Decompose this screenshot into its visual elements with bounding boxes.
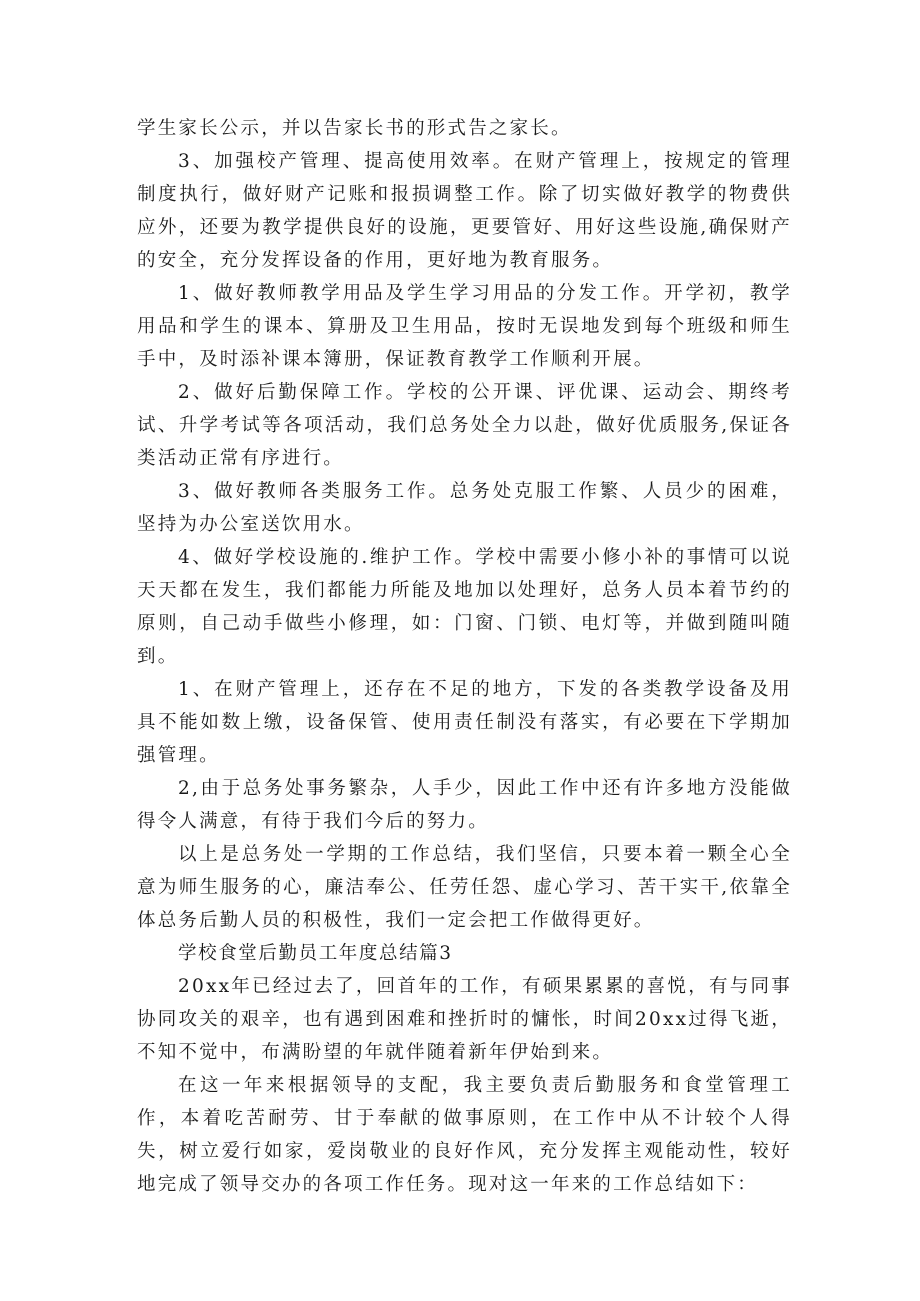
paragraph-continuation: 学生家长公示，并以告家长书的形式告之家长。 [137, 118, 572, 139]
paragraph-supplies-distribution: 1、做好教师教学用品及学生学习用品的分发工作。开学初，教学用品和学生的课本、算册及卫生用品，按时无误地发到每个班级和师生手中，及时添补课本簿册，保证教育教学工作顺利开展。 [137, 283, 792, 370]
paragraph-shortcoming-1: 1、在财产管理上，还存在不足的地方，下发的各类教学设备及用具不能如数上缴，设备保管、使用责任制没有落实，有必要在下学期加强管理。 [137, 679, 792, 766]
paragraph-logistics-support: 2、做好后勤保障工作。学校的公开课、评优课、运动会、期终考试、升学考试等各项活动，我们总务处全力以赴，做好优质服务,保证各类活动正常有序进行。 [137, 382, 792, 469]
paragraph-year-review: 20xx年已经过去了，回首年的工作，有硕果累累的喜悦，有与同事协同攻关的艰辛，也有遇到困难和挫折时的慵怅，时间20xx过得飞逝，不知不觉中，布满盼望的年就伴随着新年伊始到来。 [137, 976, 792, 1063]
paragraph-conclusion: 以上是总务处一学期的工作总结，我们坚信，只要本着一颗全心全意为师生服务的心，廉洁奉公、任劳任怨、虚心学习、苦干实干,依靠全体总务后勤人员的积极性，我们一定会把工作做得更好。 [137, 844, 792, 931]
section-heading: 学校食堂后勤员工年度总结篇3 [178, 943, 453, 964]
paragraph-facility-maintenance: 4、做好学校设施的.维护工作。学校中需要小修小补的事情可以说天天都在发生，我们都能力所能及地加以处理好，总务人员本着节约的原则，自己动手做些小修理，如：门窗、门锁、电灯等，并做到随叫随到。 [137, 547, 792, 667]
document-body [137, 112, 792, 1201]
paragraph-shortcoming-2: 2,由于总务处事务繁杂，人手少，因此工作中还有许多地方没能做得令人满意，有待于我们今后的努力。 [137, 778, 792, 832]
paragraph-teacher-services: 3、做好教师各类服务工作。总务处克服工作繁、人员少的困难，坚持为办公室送饮用水。 [137, 481, 792, 535]
paragraph-duties: 在这一年来根据领导的支配，我主要负责后勤服务和食堂管理工作，本着吃苦耐劳、甘于奉献的做事原则，在工作中从不计较个人得失，树立爱行如家，爱岗敬业的良好作风，充分发挥主观能动性，较好地完成了领导交办的各项工作任务。现对这一年来的工作总结如下： [137, 1075, 792, 1195]
paragraph-asset-management: 3、加强校产管理、提高使用效率。在财产管理上，按规定的管理制度执行，做好财产记账和报损调整工作。除了切实做好教学的物费供应外，还要为教学提供良好的设施，更要管好、用好这些设施,确保财产的安全，充分发挥设备的作用，更好地为教育服务。 [137, 151, 792, 271]
